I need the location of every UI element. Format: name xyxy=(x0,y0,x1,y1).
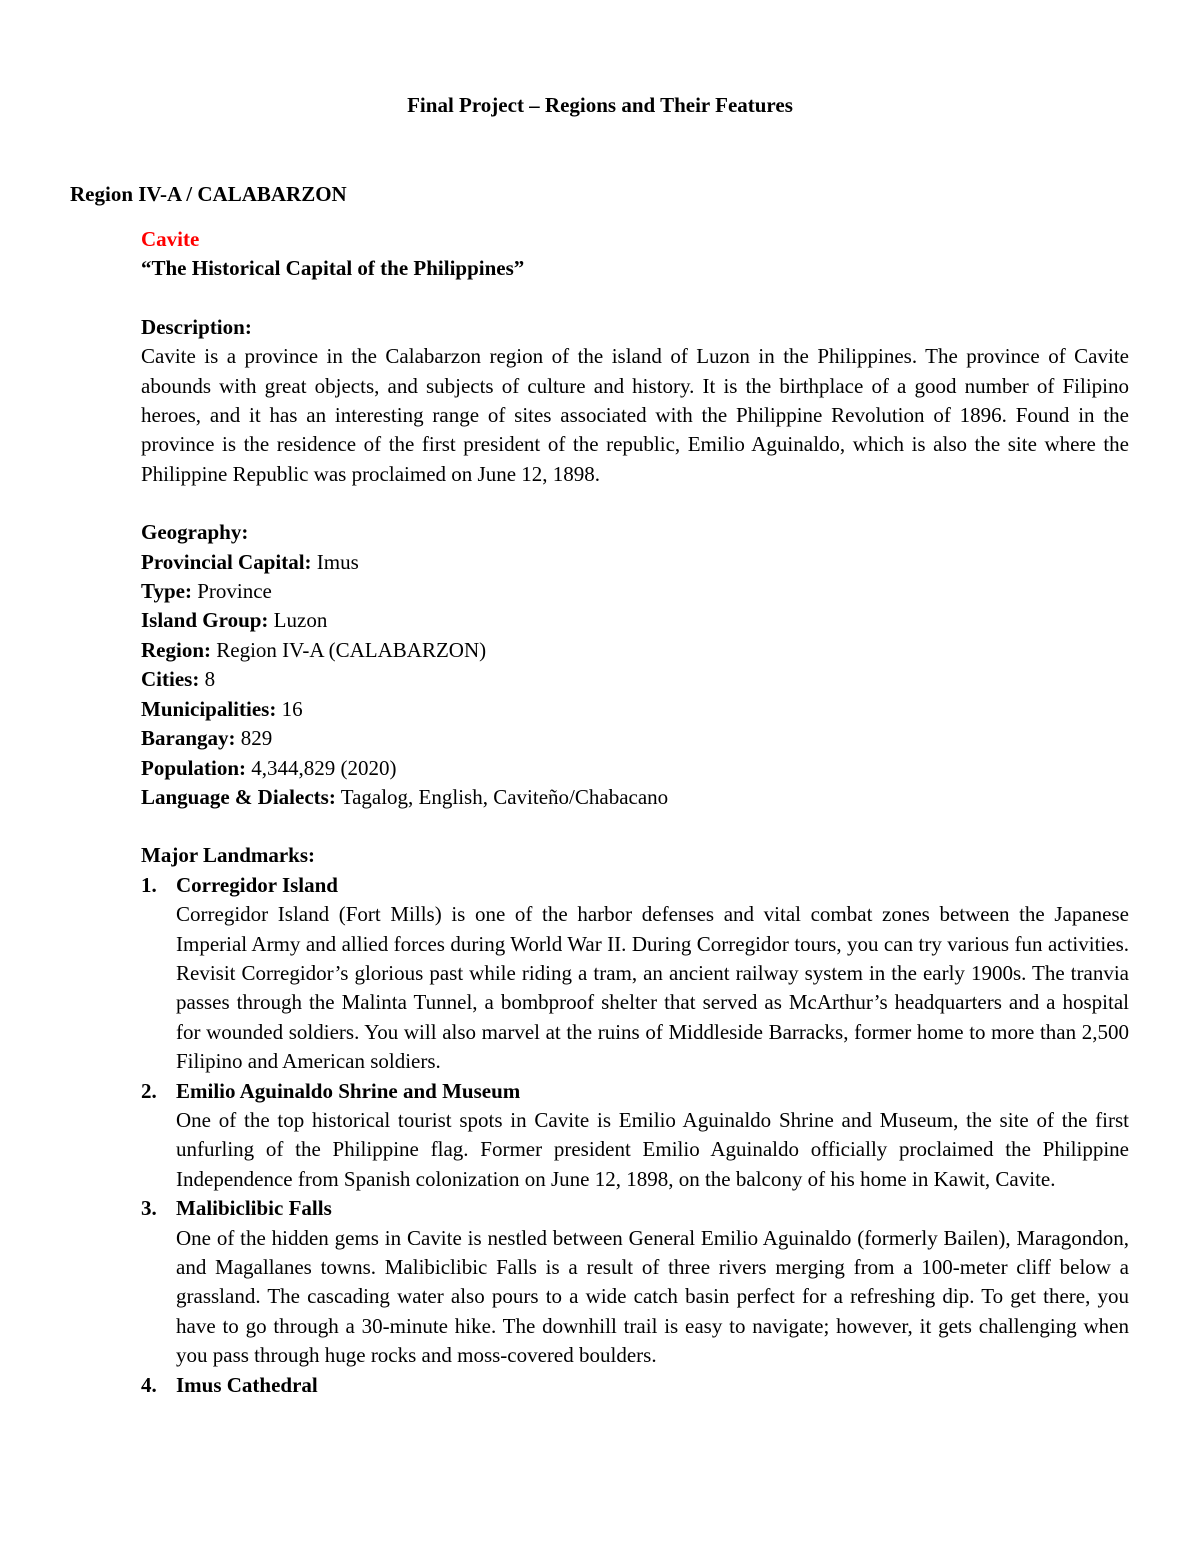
list-item-number: 4. xyxy=(141,1372,157,1397)
list-item xyxy=(141,1194,1129,1370)
landmark-name: Imus Cathedral xyxy=(176,1372,318,1397)
description-text: Cavite is a province in the Calabarzon region of the island of Luzon in the Philippines. The province of Cavite abounds with great objects, and subjects of culture and history. It is the birthplace of a good number of Filipino heroes, and it has an interesting range of sites associated with the Philippine Revolution of 1896. Found in the province is the residence of the first president of the republic, Emilio Aguinaldo, which is also the site where the Philippine Republic was proclaimed on June 12, 1898. xyxy=(141,344,1129,486)
list-item-number: 2. xyxy=(141,1078,157,1103)
landmarks-list xyxy=(141,871,1129,1400)
geography-field-barangay: Barangay: 829 xyxy=(141,726,273,751)
document-title: Final Project – Regions and Their Features xyxy=(407,93,793,117)
geography-field-cities: Cities: 8 xyxy=(141,667,216,692)
list-item xyxy=(141,1371,1129,1400)
geography-label: Geography: xyxy=(141,520,249,545)
list-item-number: 3. xyxy=(141,1196,157,1221)
landmarks-label: Major Landmarks: xyxy=(141,843,316,868)
list-item xyxy=(141,871,1129,1077)
geography-field-municipalities: Municipalities: 16 xyxy=(141,696,303,721)
geography-field-capital: Provincial Capital: Imus xyxy=(141,549,359,574)
list-item-number: 1. xyxy=(141,872,157,897)
province-name: Cavite xyxy=(141,227,200,251)
geography-field-island-group: Island Group: Luzon xyxy=(141,608,328,633)
landmark-name: Malibiclibic Falls xyxy=(176,1196,332,1221)
province-section xyxy=(141,225,1129,1400)
geography-field-type: Type: Province xyxy=(141,579,272,604)
region-heading: Region IV-A / CALABARZON xyxy=(70,182,347,206)
province-nickname: “The Historical Capital of the Philippines” xyxy=(141,256,525,281)
landmark-name: Emilio Aguinaldo Shrine and Museum xyxy=(176,1078,521,1103)
landmark-text: One of the top historical tourist spots in Cavite is Emilio Aguinaldo Shrine and Museum, the site of the first unfurling of the Philippine flag. Former president Emilio Aguinaldo officially proclaimed the Philippine Independence from Spanish colonization on June 12, 1898, on the balcony of his home in Kawit, Cavite. xyxy=(176,1107,1129,1191)
landmark-text: One of the hidden gems in Cavite is nestled between General Emilio Aguinaldo (formerly Bailen), Maragondon, and Magallanes towns. Malibiclibic Falls is a result of three rivers merging from a 100-meter cliff below a grassland. The cascading water also pours to a wide catch basin perfect for a refreshing dip. To get there, you have to go through a 30-minute hike. The downhill trail is easy to navigate; however, it gets challenging when you pass through huge rocks and moss-covered boulders. xyxy=(176,1225,1129,1368)
geography-field-region: Region: Region IV-A (CALABARZON) xyxy=(141,637,487,662)
geography-field-population: Population: 4,344,829 (2020) xyxy=(141,755,397,780)
geography-field-languages: Language & Dialects: Tagalog, English, Caviteño/Chabacano xyxy=(141,784,669,809)
description-label: Description: xyxy=(141,314,252,339)
landmark-name: Corregidor Island xyxy=(176,872,338,897)
list-item xyxy=(141,1077,1129,1195)
landmark-text: Corregidor Island (Fort Mills) is one of the harbor defenses and vital combat zones between the Japanese Imperial Army and allied forces during World War II. During Corregidor tours, you can try various fun activities. Revisit Corregidor’s glorious past while riding a tram, an ancient railway system in the early 1900s. The tranvia passes through the Malinta Tunnel, a bombproof shelter that served as McArthur’s headquarters and a hospital for wounded soldiers. You will also marvel at the ruins of Middleside Barracks, former home to more than 2,500 Filipino and American soldiers. xyxy=(176,902,1129,1074)
